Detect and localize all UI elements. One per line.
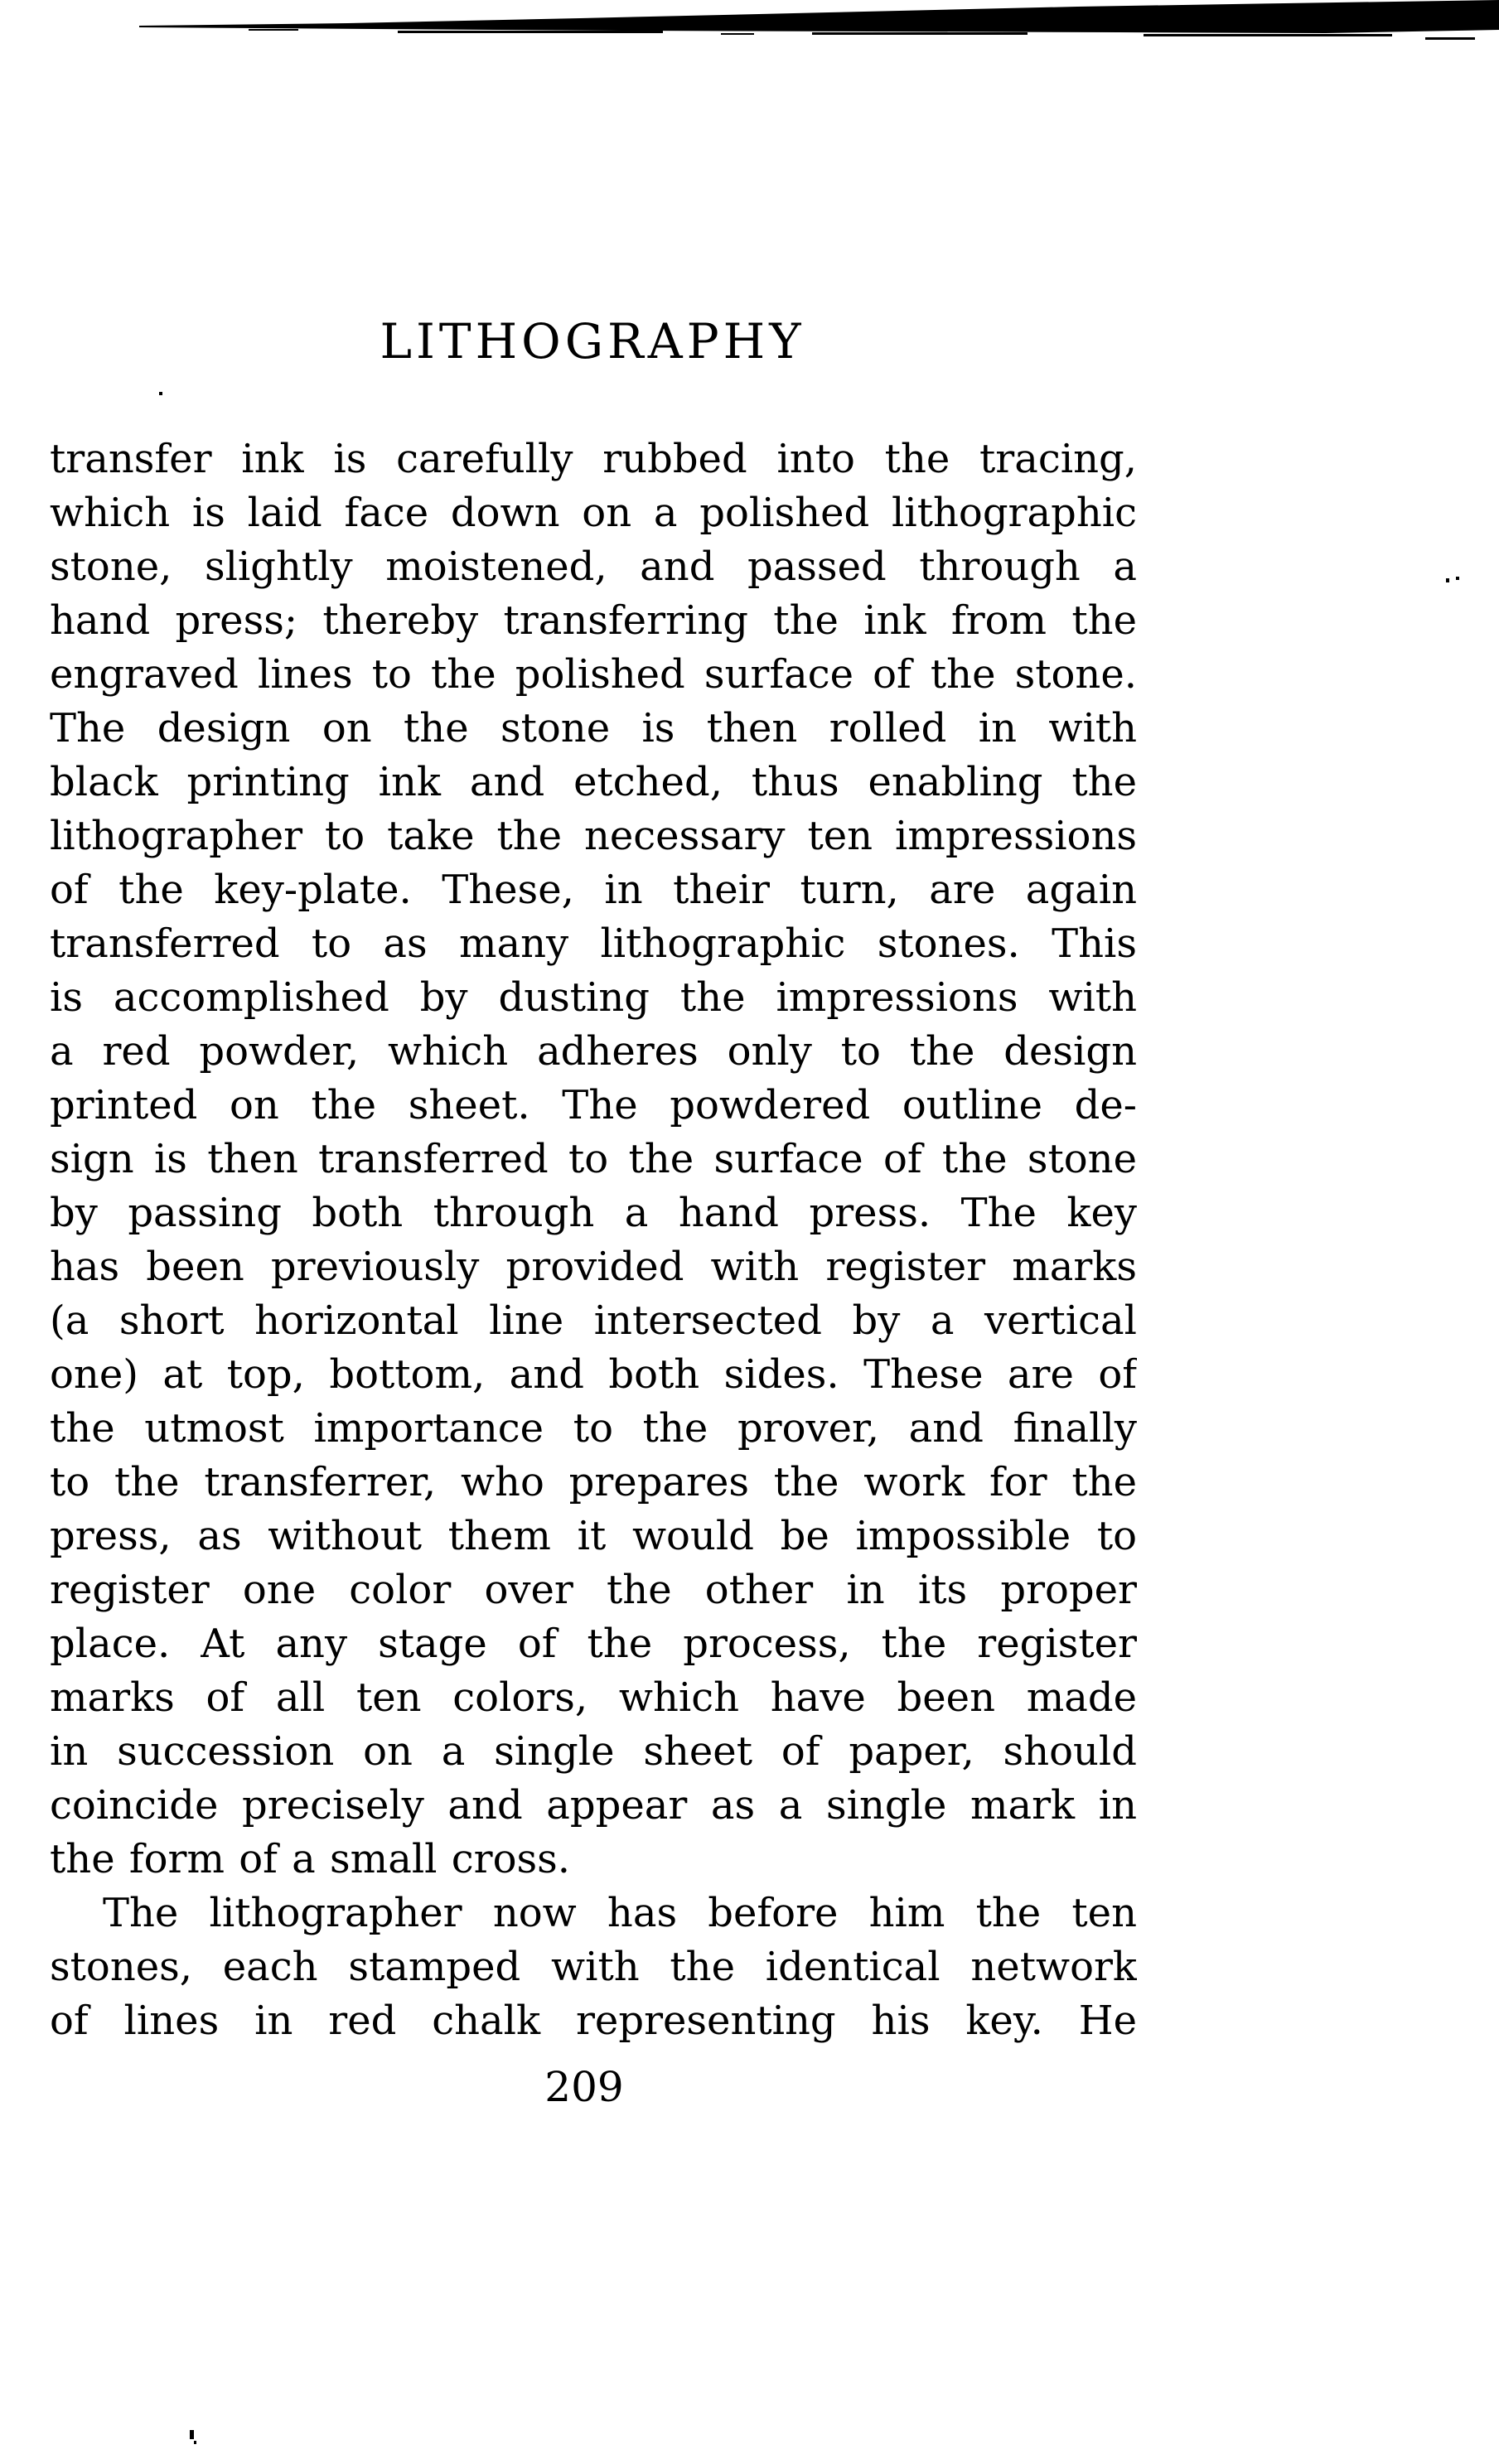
text-line: one) at top, bottom, and both sides. These are of	[50, 1351, 1137, 1398]
text-line: the utmost importance to the prover, and finally	[50, 1405, 1137, 1452]
scan-speck	[1456, 577, 1459, 580]
text-line: which is laid face down on a polished lithographic	[50, 490, 1137, 536]
text-line: marks of all ten colors, which have been made	[50, 1674, 1137, 1721]
text-line: printed on the sheet. The powdered outline de-	[50, 1082, 1137, 1128]
text-line: a red powder, which adheres only to the design	[50, 1028, 1137, 1075]
scan-speck	[194, 2441, 196, 2444]
text-line: of lines in red chalk representing his key. He	[50, 1998, 1137, 2044]
text-line: transfer ink is carefully rubbed into the tracing,	[50, 436, 1137, 482]
text-line: press, as without them it would be impossible to	[50, 1513, 1137, 1559]
text-line: lithographer to take the necessary ten impressions	[50, 813, 1137, 859]
page-title: LITHOGRAPHY	[380, 313, 805, 370]
text-line: (a short horizontal line intersected by a vertical	[50, 1297, 1137, 1344]
text-line: place. At any stage of the process, the register	[50, 1621, 1137, 1667]
text-line: black printing ink and etched, thus enabling the	[50, 759, 1137, 805]
text-line: The lithographer now has before him the ten	[103, 1890, 1137, 1936]
text-line: The design on the stone is then rolled in with	[50, 705, 1137, 751]
text-line: by passing both through a hand press. The key	[50, 1190, 1137, 1236]
text-line: engraved lines to the polished surface of the stone.	[50, 651, 1137, 698]
text-line: in succession on a single sheet of paper, should	[50, 1728, 1137, 1775]
page-number: 209	[544, 2063, 624, 2111]
text-line: sign is then transferred to the surface of the stone	[50, 1136, 1137, 1182]
text-line: coincide precisely and appear as a single mark in	[50, 1782, 1137, 1829]
text-line: to the transferrer, who prepares the work for the	[50, 1459, 1137, 1505]
page-body	[50, 432, 1137, 2048]
text-line: hand press; thereby transferring the ink from the	[50, 597, 1137, 644]
scan-speck	[159, 392, 162, 395]
scan-gutter-shadow	[0, 0, 1499, 50]
text-line: is accomplished by dusting the impressions with	[50, 974, 1137, 1021]
text-line: register one color over the other in its proper	[50, 1567, 1137, 1613]
text-line: transferred to as many lithographic stones. This	[50, 920, 1137, 967]
text-line: the form of a small cross.	[50, 1836, 571, 1882]
text-line: stone, slightly moistened, and passed through a	[50, 544, 1137, 590]
text-line: has been previously provided with register marks	[50, 1244, 1137, 1290]
text-line: of the key-plate. These, in their turn, are again	[50, 867, 1137, 913]
scan-speck	[1446, 578, 1449, 582]
text-line: stones, each stamped with the identical network	[50, 1944, 1137, 1990]
scan-speck	[190, 2430, 194, 2439]
